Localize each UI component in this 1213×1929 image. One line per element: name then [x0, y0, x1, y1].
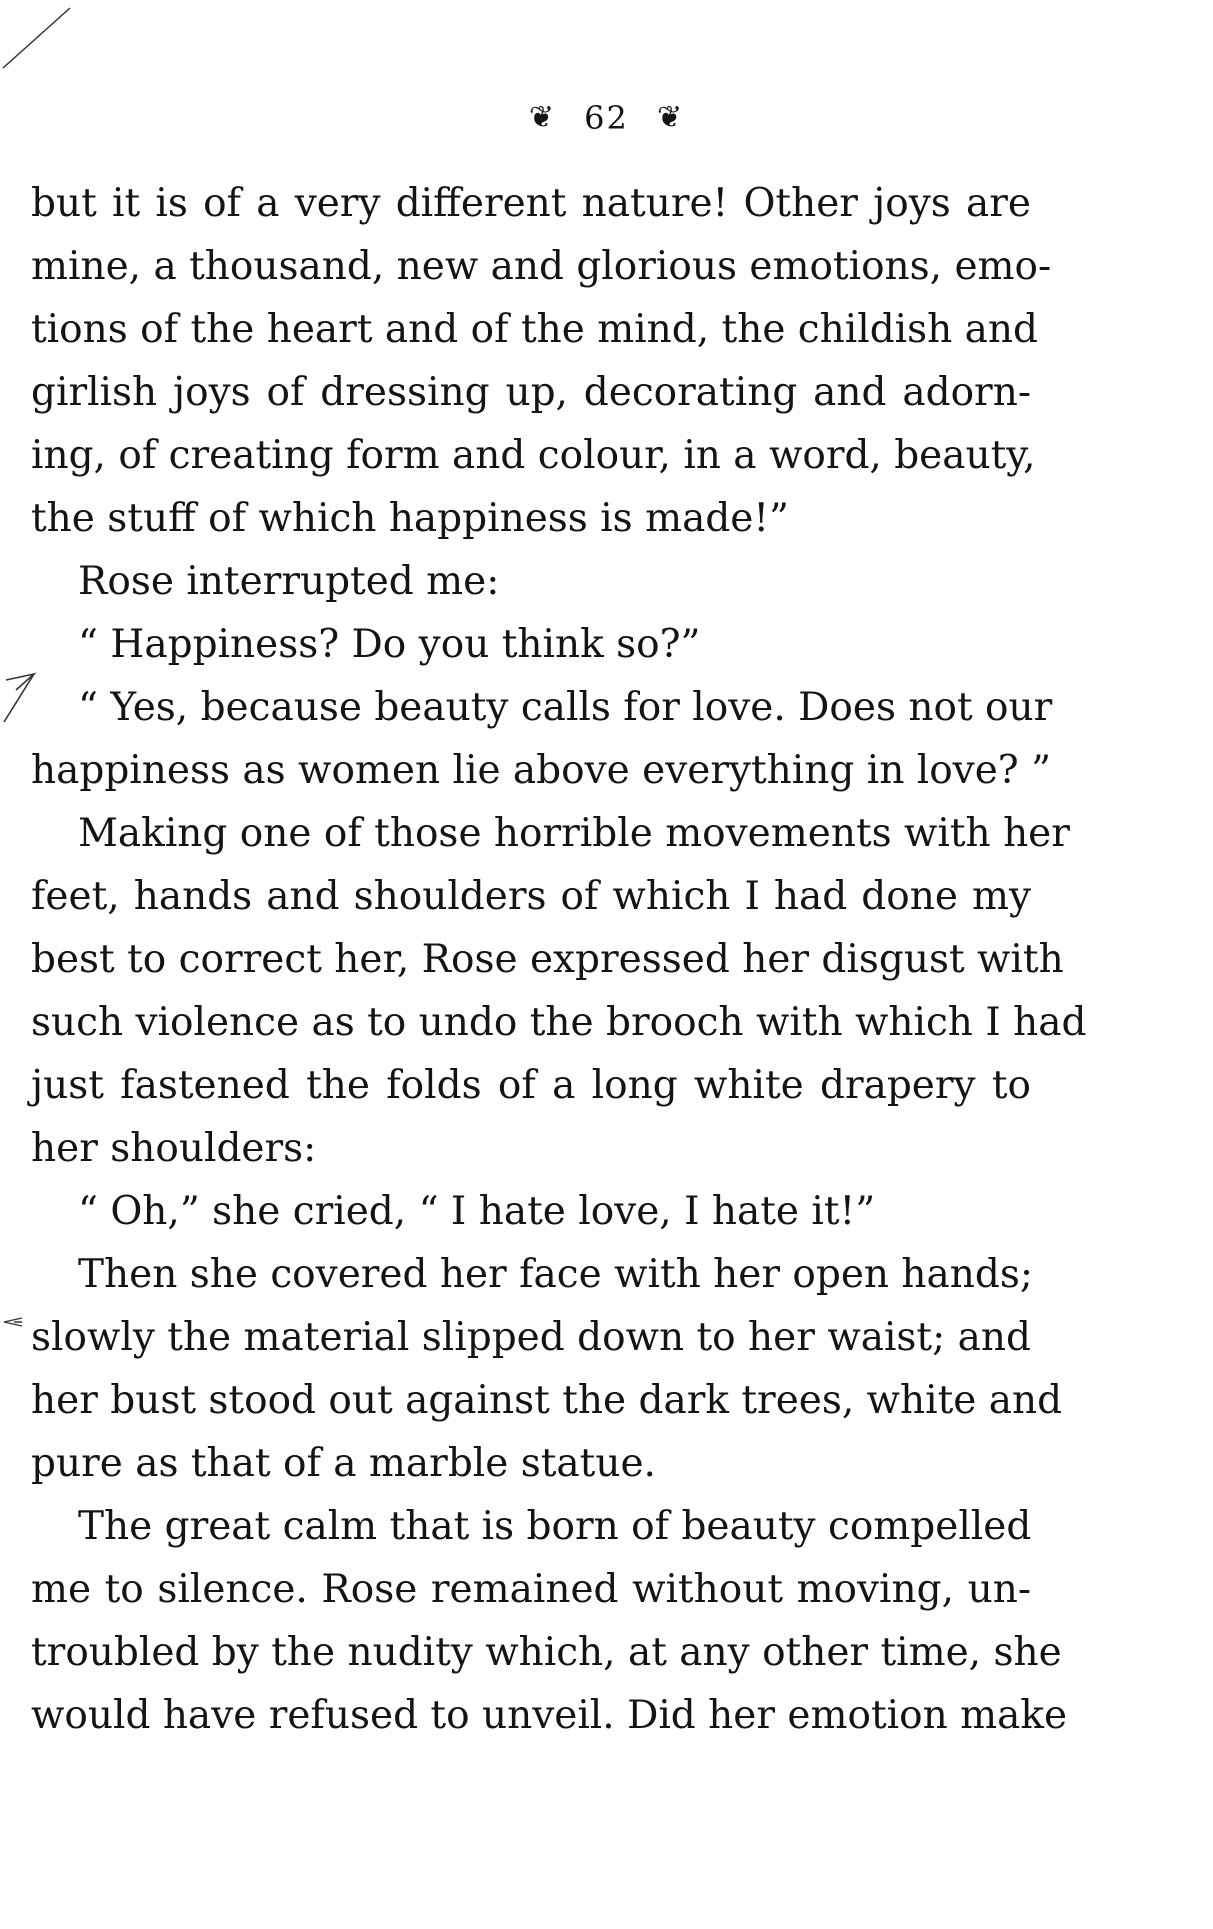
text-line: happiness as women lie above everything in love? ” — [31, 748, 1052, 793]
text-line: Rose interrupted me: — [78, 559, 500, 604]
text-line: but it is of a very different nature! Other joys are — [31, 181, 1031, 226]
fleuron-right-icon: ❦ — [657, 100, 685, 135]
text-line: best to correct her, Rose expressed her disgust with — [31, 937, 1064, 982]
text-line: me to silence. Rose remained without moving, un- — [31, 1567, 1031, 1612]
text-line: mine, a thousand, new and glorious emotions, emo- — [31, 244, 1052, 289]
text-line: her bust stood out against the dark trees, white and — [31, 1378, 1063, 1423]
text-line: her shoulders: — [31, 1126, 317, 1171]
text-line: troubled by the nudity which, at any other time, she — [31, 1630, 1062, 1675]
text-line: just fastened the folds of a long white drapery to — [31, 1063, 1031, 1108]
pencil-stroke-top-left — [0, 0, 80, 80]
text-line: feet, hands and shoulders of which I had done my — [31, 874, 1031, 919]
page-number: 62 — [584, 98, 629, 137]
text-line: tions of the heart and of the mind, the childish and — [31, 307, 1039, 352]
text-line: ing, of creating form and colour, in a word, beauty, — [31, 433, 1036, 478]
body-text — [31, 172, 1087, 1747]
text-line: slowly the material slipped down to her waist; and — [31, 1315, 1031, 1360]
text-line: girlish joys of dressing up, decorating and adorn- — [31, 370, 1031, 415]
pencil-arrow-margin — [2, 1312, 28, 1332]
text-line: “ Happiness? Do you think so?” — [78, 622, 701, 667]
fleuron-left-icon: ❦ — [528, 100, 556, 135]
text-line: such violence as to undo the brooch with which I had — [31, 1000, 1087, 1045]
text-line: pure as that of a marble statue. — [31, 1441, 656, 1486]
text-line: “ Oh,” she cried, “ I hate love, I hate it!” — [78, 1189, 876, 1234]
text-line: Making one of those horrible movements with her — [78, 811, 1070, 856]
page-header — [0, 96, 1213, 137]
text-line: would have refused to unveil. Did her emotion make — [31, 1693, 1068, 1738]
text-line: Then she covered her face with her open hands; — [78, 1252, 1034, 1297]
text-line: “ Yes, because beauty calls for love. Does not our — [78, 685, 1053, 730]
text-line: the stuff of which happiness is made!” — [31, 496, 789, 541]
text-line: The great calm that is born of beauty compelled — [78, 1504, 1032, 1549]
